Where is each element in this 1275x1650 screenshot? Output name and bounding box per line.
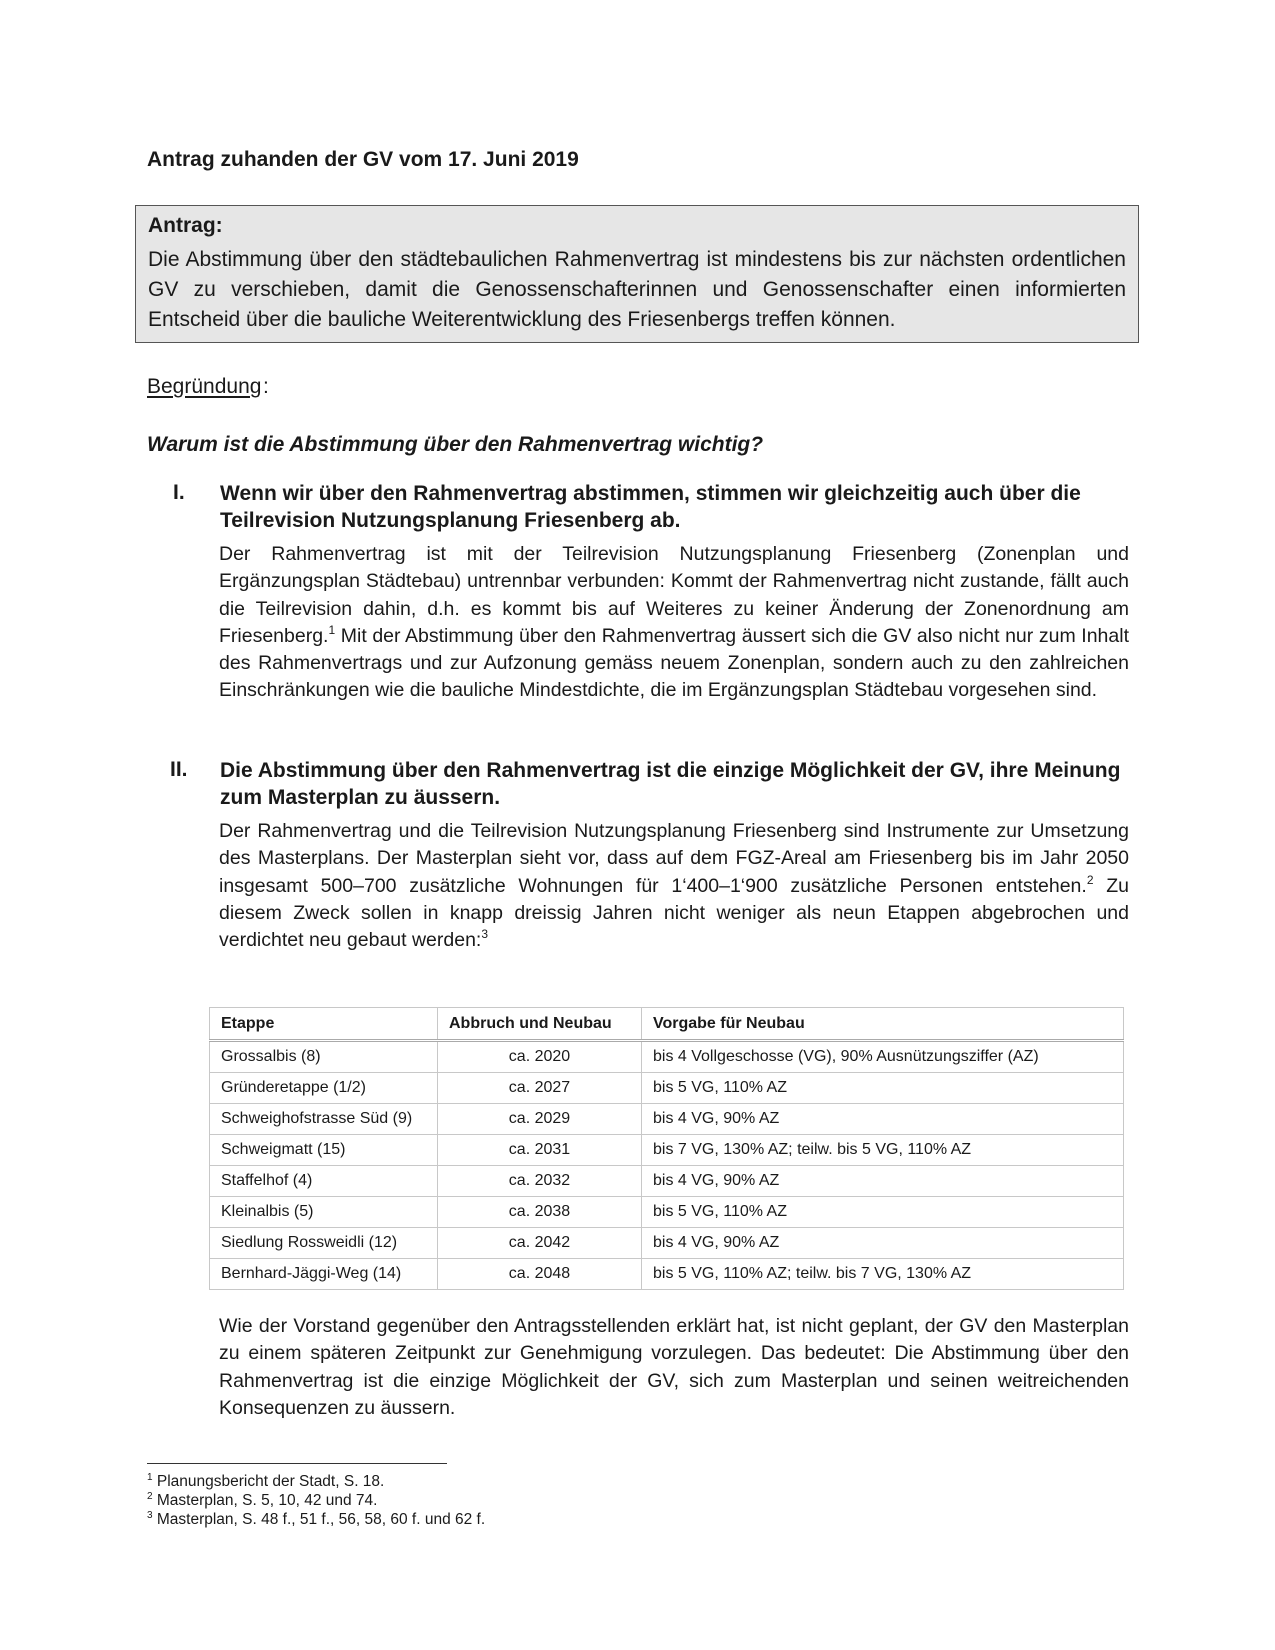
footnote-3 (147, 1510, 485, 1529)
cell-etappe: Grossalbis (8) (210, 1041, 438, 1073)
section-1-number: I. (173, 481, 185, 504)
cell-vorgabe: bis 4 VG, 90% AZ (642, 1228, 1124, 1259)
antrag-heading: Antrag: (148, 214, 223, 237)
cell-vorgabe: bis 4 Vollgeschosse (VG), 90% Ausnützungsziffer (AZ) (642, 1041, 1124, 1073)
cell-year: ca. 2029 (438, 1104, 642, 1135)
section-1-text-b: Mit der Abstimmung über den Rahmenvertrag äussert sich die GV also nicht nur zum Inhalt des Rahmenvertrags und zur Aufzonung gemäss neuem Zonenplan, sondern auch zu den zahlreichen Einschränkungen wie die bauliche Mindestdichte, die im Ergänzungsplan Städtebau vorgesehen sind. (219, 624, 1129, 702)
table-row (210, 1135, 1124, 1166)
cell-vorgabe: bis 4 VG, 90% AZ (642, 1104, 1124, 1135)
footnotes (147, 1472, 485, 1529)
header-abbruch: Abbruch und Neubau (438, 1008, 642, 1041)
header-etappe: Etappe (210, 1008, 438, 1041)
table-row (210, 1228, 1124, 1259)
section-1-paragraph (219, 541, 1129, 705)
section-2-text-b: Zu diesem Zweck sollen in knapp dreissig Jahren nicht weniger als neun Etappen abgebrochen und verdichtet neu gebaut werden: (219, 874, 1129, 952)
section-2-number: II. (170, 758, 188, 781)
section-2-closing: Wie der Vorstand gegenüber den Antragsstellenden erklärt hat, ist nicht geplant, der GV den Masterplan zu einem späteren Zeitpunkt zur Genehmigung vorzulegen. Das bedeutet: Die Abstimmung über den Rahmenvertrag ist die einzige Möglichkeit der GV, sich zum Masterplan und seinen weitreichenden Konsequenzen zu äussern. (219, 1315, 1129, 1419)
page-title: Antrag zuhanden der GV vom 17. Juni 2019 (147, 148, 579, 171)
table-row (210, 1166, 1124, 1197)
footnote-ref-3: 3 (481, 927, 489, 942)
antrag-text: Die Abstimmung über den städtebaulichen Rahmenvertrag ist mindestens bis zur nächsten ordentlichen GV zu verschieben, damit die Genossenschafterinnen und Genossenschafter einen informierten Entscheid über die bauliche Weiterentwicklung des Friesenbergs treffen können. (148, 248, 1126, 331)
table-row (210, 1259, 1124, 1290)
footnote-1 (147, 1472, 485, 1491)
cell-etappe: Bernhard-Jäggi-Weg (14) (210, 1259, 438, 1290)
etappen-table (209, 1007, 1124, 1290)
begruendung-colon: : (263, 375, 269, 398)
cell-year: ca. 2027 (438, 1073, 642, 1104)
footnote-3-number: 3 (147, 1510, 153, 1521)
footnote-2-text: Masterplan, S. 5, 10, 42 und 74. (156, 1492, 378, 1509)
section-1-text-a: Der Rahmenvertrag ist mit der Teilrevision Nutzungsplanung Friesenberg (Zonenplan und Ergänzungsplan Städtebau) untrennbar verbunden: Kommt der Rahmenvertrag nicht zustande, fällt auch die Teilrevision dahin, d.h. es kommt bis auf Weiteres zu keiner Änderung der Zonenordnung am Friesenberg. (219, 543, 1129, 647)
cell-etappe: Staffelhof (4) (210, 1166, 438, 1197)
footnote-2 (147, 1491, 485, 1510)
cell-year: ca. 2048 (438, 1259, 642, 1290)
table-row (210, 1197, 1124, 1228)
footnote-divider (147, 1463, 447, 1464)
footnote-ref-1: 1 (328, 622, 336, 637)
table-row (210, 1104, 1124, 1135)
cell-year: ca. 2042 (438, 1228, 642, 1259)
cell-year: ca. 2032 (438, 1166, 642, 1197)
antrag-box (135, 205, 1139, 343)
table-row (210, 1073, 1124, 1104)
footnote-3-text: Masterplan, S. 48 f., 51 f., 56, 58, 60 f. und 62 f. (156, 1511, 486, 1528)
section-1-heading: Wenn wir über den Rahmenvertrag abstimmen, stimmen wir gleichzeitig auch über die Teilrevision Nutzungsplanung Friesenberg ab. (220, 482, 1081, 532)
cell-etappe: Schweigmatt (15) (210, 1135, 438, 1166)
cell-etappe: Gründeretappe (1/2) (210, 1073, 438, 1104)
cell-vorgabe: bis 4 VG, 90% AZ (642, 1166, 1124, 1197)
header-vorgabe: Vorgabe für Neubau (642, 1008, 1124, 1041)
cell-year: ca. 2038 (438, 1197, 642, 1228)
cell-etappe: Schweighofstrasse Süd (9) (210, 1104, 438, 1135)
footnote-2-number: 2 (147, 1491, 153, 1502)
table-header-row (210, 1008, 1124, 1041)
footnote-ref-2: 2 (1086, 872, 1094, 887)
cell-vorgabe: bis 5 VG, 110% AZ (642, 1197, 1124, 1228)
cell-etappe: Kleinalbis (5) (210, 1197, 438, 1228)
cell-vorgabe: bis 7 VG, 130% AZ; teilw. bis 5 VG, 110% AZ (642, 1135, 1124, 1166)
question-heading: Warum ist die Abstimmung über den Rahmenvertrag wichtig? (147, 433, 764, 456)
footnote-1-number: 1 (147, 1472, 153, 1483)
footnote-1-text: Planungsbericht der Stadt, S. 18. (156, 1473, 385, 1490)
cell-year: ca. 2020 (438, 1041, 642, 1073)
section-2-heading: Die Abstimmung über den Rahmenvertrag ist die einzige Möglichkeit der GV, ihre Meinung zum Masterplan zu äussern. (220, 759, 1121, 809)
cell-etappe: Siedlung Rossweidli (12) (210, 1228, 438, 1259)
begruendung-label: Begründung (147, 375, 262, 398)
cell-vorgabe: bis 5 VG, 110% AZ; teilw. bis 7 VG, 130% AZ (642, 1259, 1124, 1290)
table-row (210, 1041, 1124, 1073)
section-2-paragraph (219, 818, 1129, 954)
cell-vorgabe: bis 5 VG, 110% AZ (642, 1073, 1124, 1104)
section-2-text-a: Der Rahmenvertrag und die Teilrevision Nutzungsplanung Friesenberg sind Instrumente zur Umsetzung des Masterplans. Der Masterplan sieht vor, dass auf dem FGZ-Areal am Friesenberg bis im Jahr 2050 insgesamt 500–700 zusätzliche Wohnungen für 1‘400–1‘900 zusätzliche Personen entstehen. (219, 820, 1129, 897)
cell-year: ca. 2031 (438, 1135, 642, 1166)
